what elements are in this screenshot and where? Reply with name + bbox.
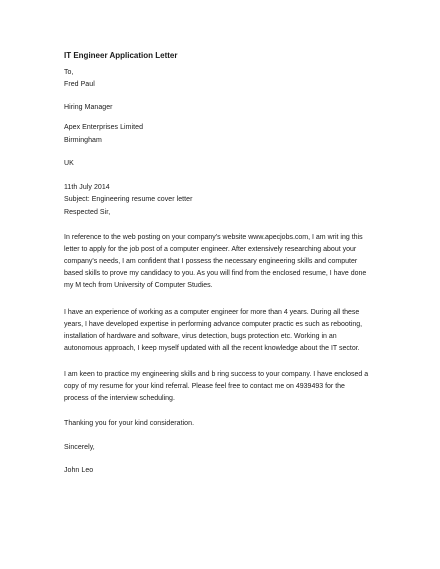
paragraph-1-line: based skills to prove my candidacy to you. As you will find from the enclosed resume, I have done bbox=[64, 270, 367, 278]
paragraph-1-line: my M tech from University of Computer Studies. bbox=[64, 282, 213, 290]
recipient-title: Hiring Manager bbox=[64, 104, 113, 111]
recipient-name: Fred Paul bbox=[64, 81, 95, 88]
letter-subject: Subject: Engineering resume cover letter bbox=[64, 196, 193, 203]
paragraph-2-line: autonomous approach, I keep myself updated with all the recent knowledge about the IT sector. bbox=[64, 345, 360, 353]
paragraph-3-line: I am keen to practice my engineering skills and b ring success to your company. I have enclosed a bbox=[64, 371, 369, 378]
thanks-line: Thanking you for your kind consideration. bbox=[64, 420, 195, 427]
letter-date: 11th July 2014 bbox=[64, 184, 110, 191]
paragraph-3-line: copy of my resume for your kind referral. Please feel free to contact me on 4939493 for the bbox=[64, 383, 345, 391]
signature-name: John Leo bbox=[64, 467, 94, 474]
paragraph-2-line: years, I have developed expertise in performing advance computer practic es such as rebooting, bbox=[64, 321, 363, 329]
closing-line: Sincerely, bbox=[64, 444, 95, 451]
paragraph-3 bbox=[64, 369, 384, 405]
paragraph-2 bbox=[64, 307, 384, 355]
paragraph-2-line: I have an experience of working as a computer engineer for more than 4 years. During all these bbox=[64, 309, 360, 316]
salutation-to: To, bbox=[64, 69, 74, 76]
paragraph-1-line: In reference to the web posting on your company's website www.apecjobs.com, I am writ ing this bbox=[64, 234, 363, 241]
paragraph-1 bbox=[64, 232, 384, 292]
paragraph-1-line: letter to apply for the job post of a computer engineer. After extensively researching about your bbox=[64, 246, 357, 254]
company-name: Apex Enterprises Limited bbox=[64, 124, 144, 131]
letter-title: IT Engineer Application Letter bbox=[64, 51, 178, 60]
company-country: UK bbox=[64, 160, 74, 167]
paragraph-2-line: installation of hardware and software, virus detection, bugs protection etc. Working in an bbox=[64, 333, 337, 341]
company-city: Birmingham bbox=[64, 137, 102, 144]
paragraph-3-line: process of the interview scheduling. bbox=[64, 395, 175, 403]
letter-greeting: Respected Sir, bbox=[64, 209, 111, 216]
paragraph-1-line: company's needs, I am confident that I possess the necessary engineering skills and computer bbox=[64, 258, 358, 266]
